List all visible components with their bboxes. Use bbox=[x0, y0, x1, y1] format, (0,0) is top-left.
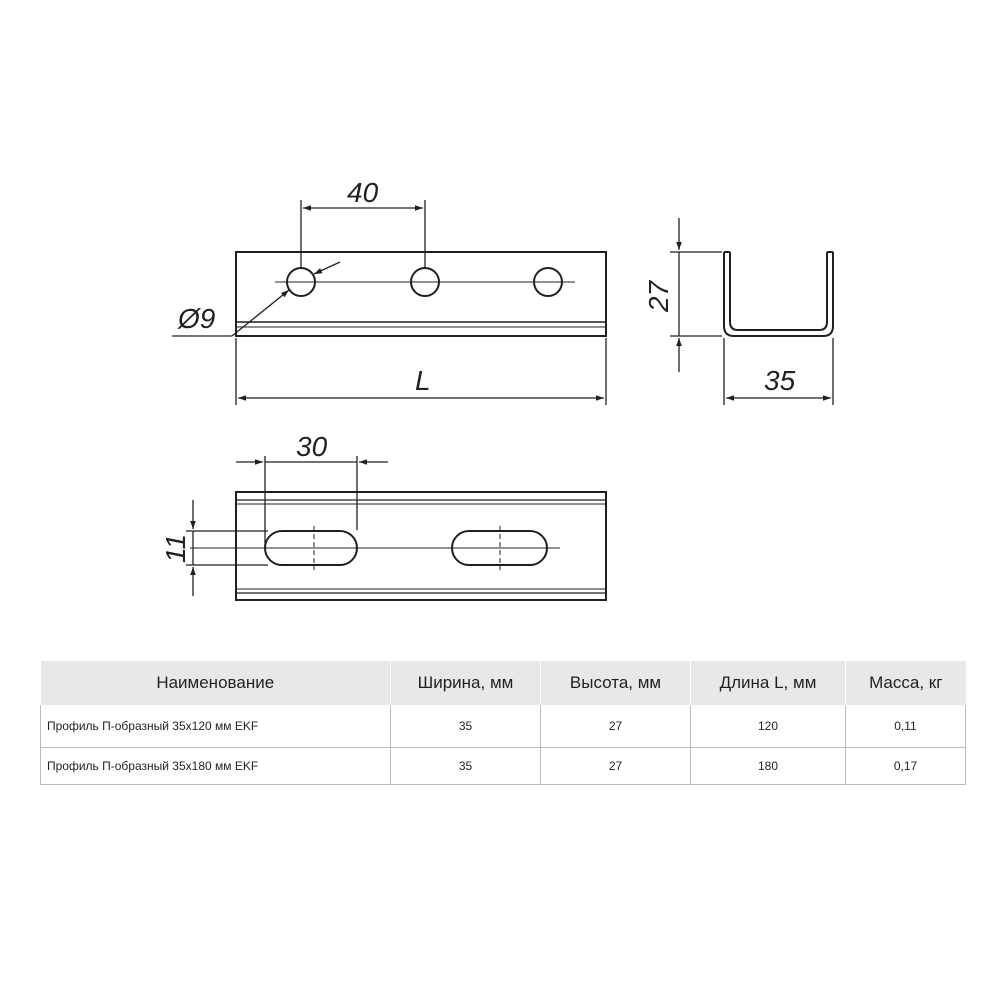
header-width: Ширина, мм bbox=[391, 661, 541, 705]
side-view-dimensions bbox=[670, 218, 833, 405]
cell-height: 27 bbox=[541, 705, 691, 748]
header-height: Высота, мм bbox=[541, 661, 691, 705]
slot-pitch-label: 30 bbox=[296, 431, 328, 462]
profile-outline-bottom bbox=[236, 492, 606, 600]
cell-width: 35 bbox=[391, 705, 541, 748]
cell-width: 35 bbox=[391, 748, 541, 785]
height-label: 27 bbox=[643, 280, 674, 312]
top-view-profile bbox=[236, 252, 606, 336]
hole-diameter-label: Ø9 bbox=[178, 303, 216, 334]
cell-length: 120 bbox=[691, 705, 846, 748]
cell-mass: 0,11 bbox=[846, 705, 966, 748]
specifications-table bbox=[40, 661, 966, 785]
bottom-view-profile bbox=[190, 492, 606, 600]
table-row bbox=[41, 705, 966, 748]
u-section-inner bbox=[730, 252, 827, 330]
header-length: Длина L, мм bbox=[691, 661, 846, 705]
profile-outline-top bbox=[236, 252, 606, 336]
width-label: 35 bbox=[764, 365, 796, 396]
table-header-row bbox=[41, 661, 966, 705]
top-view-dimensions bbox=[172, 200, 606, 405]
header-mass: Масса, кг bbox=[846, 661, 966, 705]
cell-name: Профиль П-образный 35х120 мм EKF bbox=[41, 705, 391, 748]
u-section-outer bbox=[724, 252, 833, 336]
cell-height: 27 bbox=[541, 748, 691, 785]
cell-length: 180 bbox=[691, 748, 846, 785]
table-row bbox=[41, 748, 966, 785]
header-name: Наименование bbox=[41, 661, 391, 705]
side-view-profile bbox=[724, 252, 833, 336]
length-label: L bbox=[415, 365, 431, 396]
slot-width-label: 11 bbox=[160, 533, 191, 563]
cell-mass: 0,17 bbox=[846, 748, 966, 785]
bottom-view-dimensions bbox=[186, 456, 388, 596]
hole-pitch-label: 40 bbox=[347, 177, 379, 208]
cell-name: Профиль П-образный 35х180 мм EKF bbox=[41, 748, 391, 785]
